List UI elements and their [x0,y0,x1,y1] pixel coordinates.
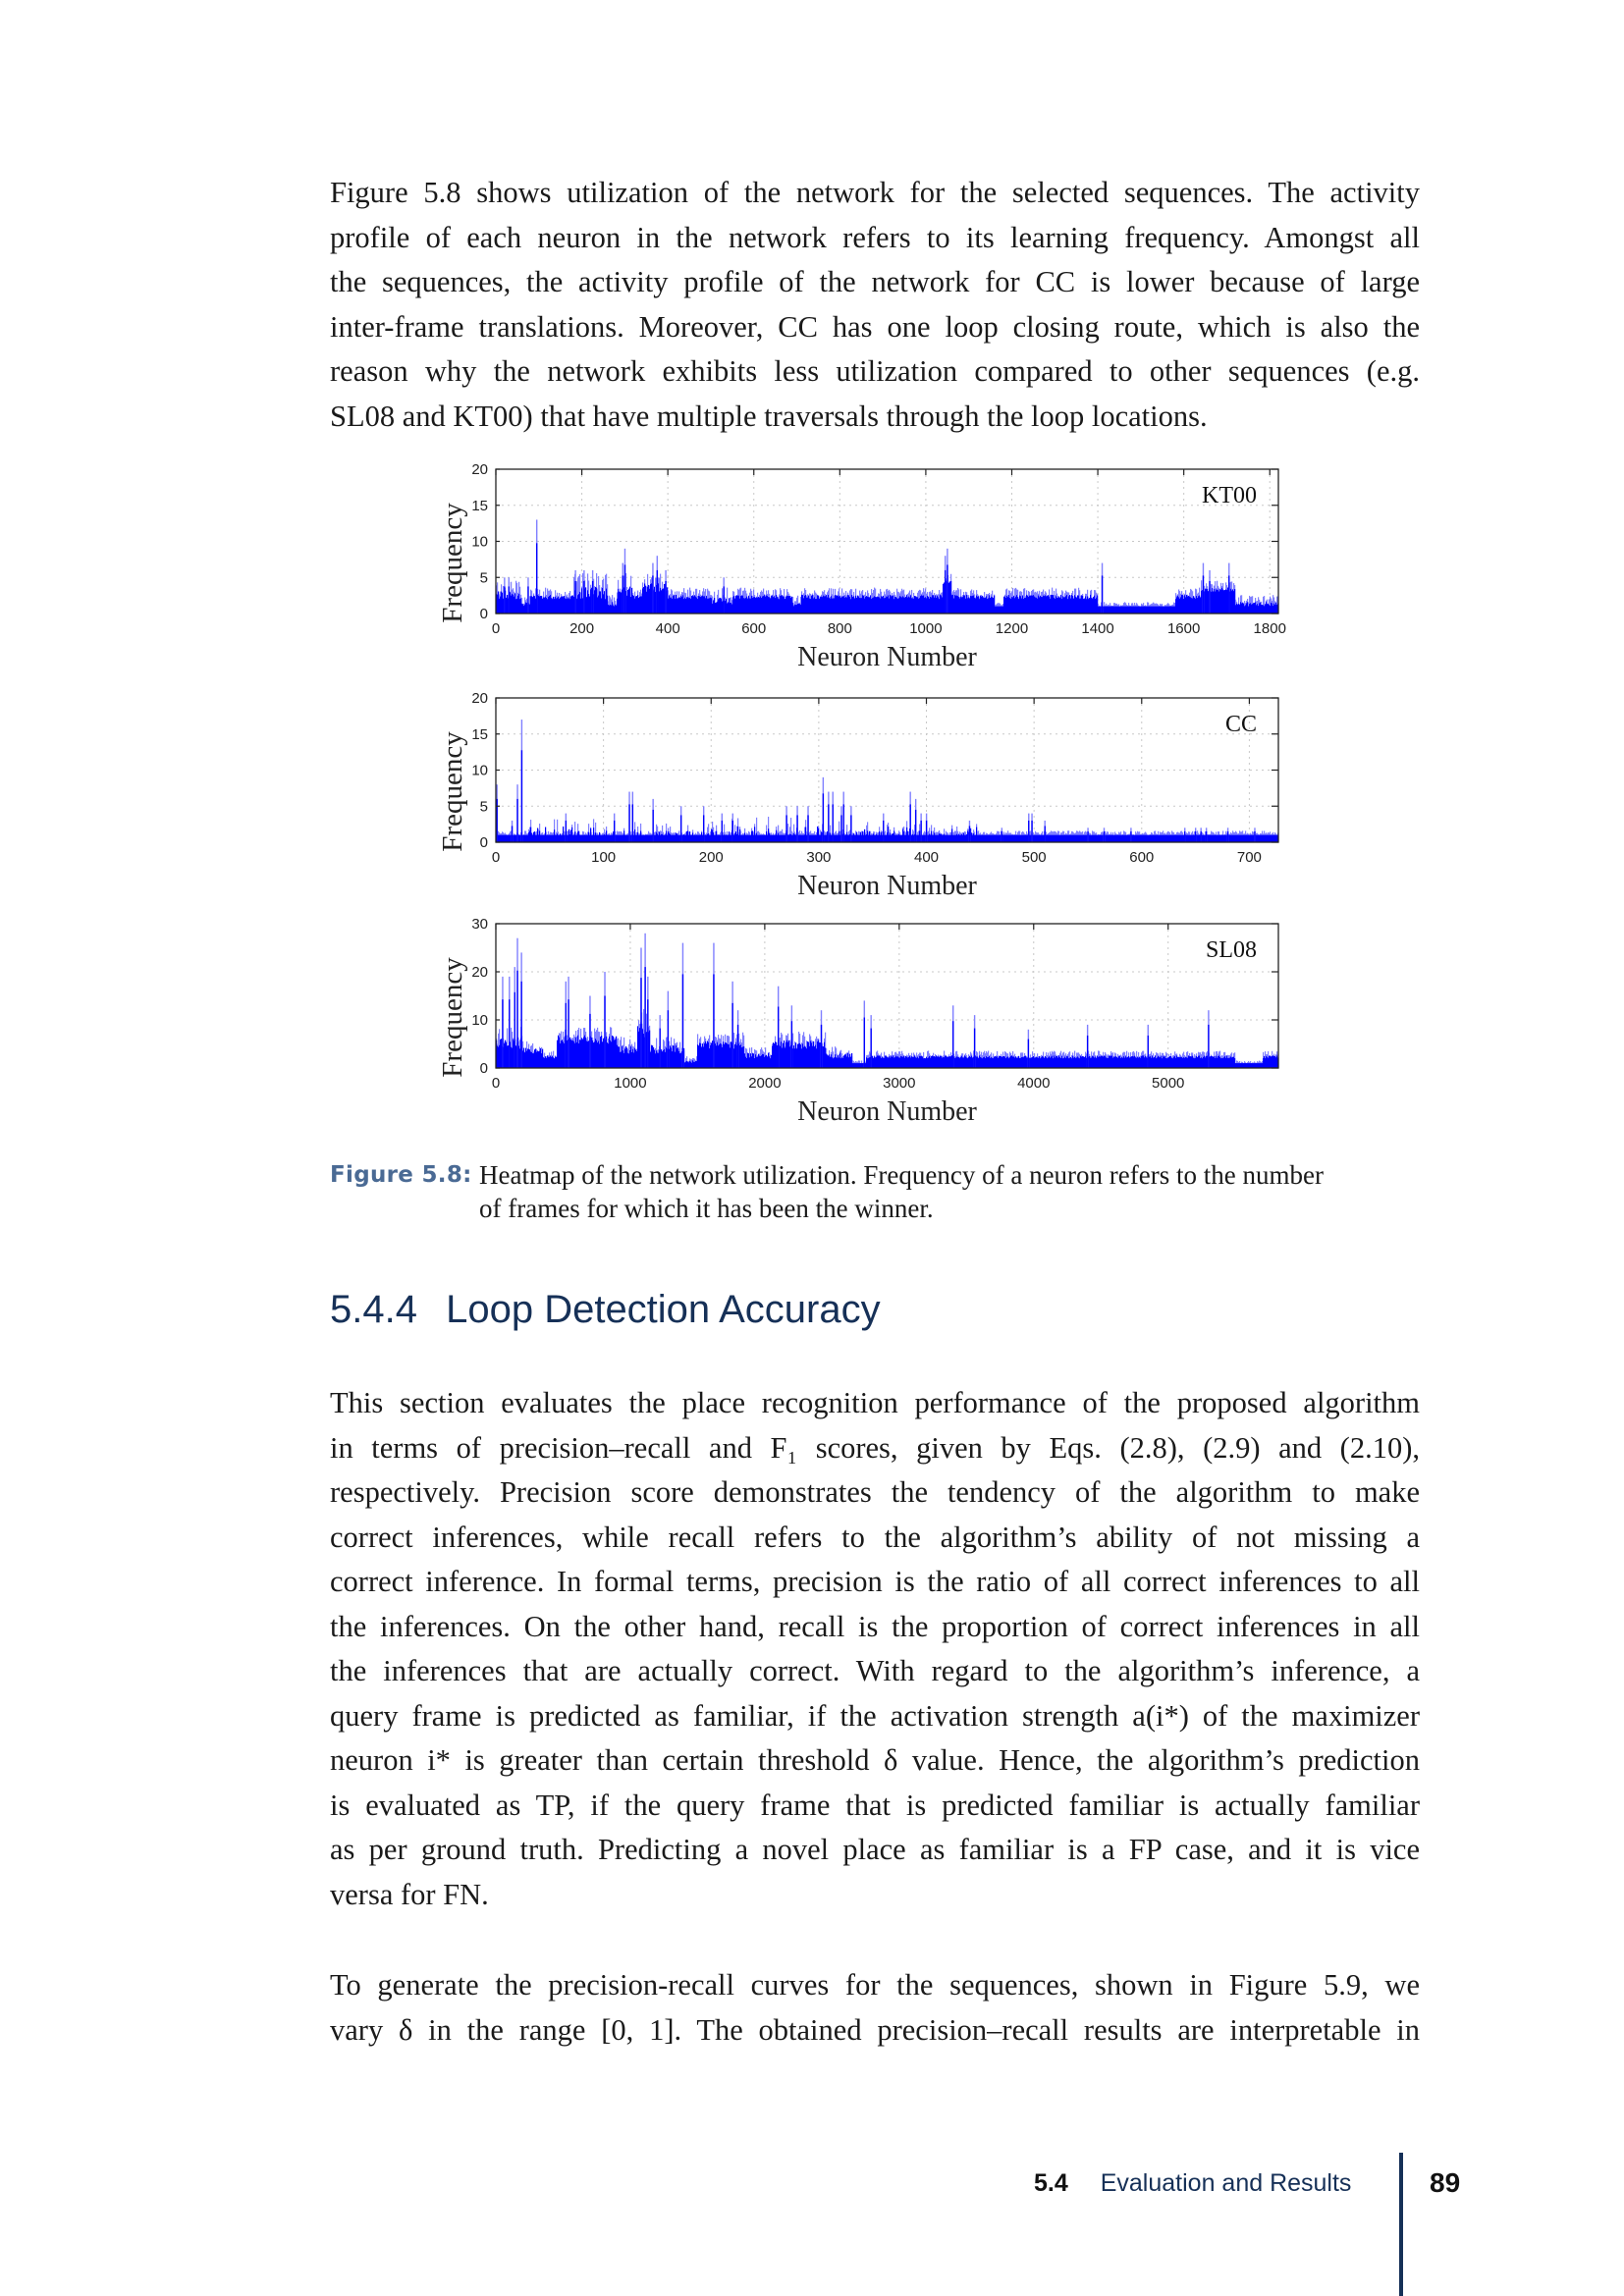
x-tick-label: 1200 [995,620,1029,637]
text-line: correct inference. In formal terms, precision is the ratio of all correct inferences to all [330,1565,1420,1598]
x-tick-label: 200 [698,849,724,866]
caption-text [479,1158,1422,1225]
y-tick-label: 15 [471,725,488,743]
text-line: in terms of precision–recall and F₁ scores, given by Eqs. (2.8), (2.9) and (2.10), [330,1430,1420,1465]
text-line: neuron i* is greater than certain threshold δ value. Hence, the algorithm’s prediction [330,1743,1420,1777]
text-line: the inferences. On the other hand, recall is the proportion of correct inferences in all [330,1609,1420,1643]
text-line: is evaluated as TP, if the query frame that is predicted familiar is actually familiar [330,1788,1420,1822]
accuracy-paragraph [330,1381,1420,1917]
text-line: vary δ in the range [0, 1]. The obtained precision–recall results are interpretable in [330,2012,1420,2047]
footer-divider [1399,2153,1403,2296]
text-line: profile of each neuron in the network refers to its learning frequency. Amongst all [330,220,1420,254]
text-line: SL08 and KT00) that have multiple traversals through the loop locations. [330,399,1208,433]
y-axis-label: Frequency [437,957,468,1078]
text-line: To generate the precision-recall curves for the sequences, shown in Figure 5.9, we [330,1968,1420,2002]
x-tick-label: 3000 [883,1075,916,1092]
series-label: CC [1224,712,1257,737]
x-tick-label: 0 [491,1075,501,1092]
text-line: respectively. Precision score demonstrates the tendency of the algorithm to make [330,1475,1420,1509]
x-tick-label: 700 [1236,849,1262,866]
footer-section-title: Evaluation and Results [1100,2169,1352,2197]
y-tick-label: 0 [479,606,488,622]
series-label: KT00 [1202,483,1257,508]
text-line: This section evaluates the place recognition performance of the proposed algorithm [330,1386,1420,1419]
text-line: reason why the network exhibits less utilization compared to other sequences (e.g. [330,354,1420,388]
y-tick-label: 10 [471,1012,488,1029]
caption-line: Heatmap of the network utilization. Frequency of a neuron refers to the number [479,1160,1324,1190]
series-label: SL08 [1205,937,1257,963]
x-tick-label: 800 [827,620,852,637]
y-axis-label: Frequency [437,731,468,852]
section-heading [330,1288,881,1332]
x-tick-label: 400 [913,849,940,866]
text-line: query frame is predicted as familiar, if the activation strength a(i*) of the maximizer [330,1698,1420,1733]
text-line: inter-frame translations. Moreover, CC has one loop closing route, which is also the [330,309,1420,344]
y-tick-label: 20 [471,461,488,478]
x-tick-label: 5000 [1152,1075,1185,1092]
x-tick-label: 300 [806,849,832,866]
x-tick-label: 600 [741,620,767,637]
text-line: Figure 5.8 shows utilization of the network for the selected sequences. The activity [330,176,1420,209]
x-tick-label: 200 [569,620,595,637]
y-tick-label: 20 [471,964,488,981]
x-tick-label: 1600 [1166,620,1201,637]
y-tick-label: 0 [479,1060,488,1077]
section-title: Loop Detection Accuracy [446,1288,881,1331]
text-line: as per ground truth. Predicting a novel place as familiar is a FP case, and it is vice [330,1833,1420,1866]
text-line: the inferences that are actually correct. With regard to the algorithm’s inference, a [330,1654,1420,1687]
y-tick-label: 10 [471,533,488,551]
running-footer [1034,2169,1351,2198]
x-tick-label: 1400 [1081,620,1114,637]
x-tick-label: 1000 [909,620,943,637]
x-tick-label: 600 [1129,849,1155,866]
y-axis-label: Frequency [437,503,468,623]
y-tick-label: 10 [471,762,488,779]
text-line: the sequences, the activity profile of the network for CC is lower because of large [330,265,1420,298]
x-tick-label: 1000 [614,1075,647,1092]
text-line: versa for FN. [330,1877,489,1911]
bar-series [496,519,1278,614]
x-tick-label: 0 [491,849,501,866]
x-tick-label: 4000 [1017,1075,1051,1092]
y-tick-label: 5 [479,569,488,587]
x-axis-label: Neuron Number [797,642,977,672]
footer-section-number: 5.4 [1034,2169,1068,2197]
x-tick-label: 100 [591,849,617,866]
section-number: 5.4.4 [330,1288,417,1331]
text-line: correct inferences, while recall refers to the algorithm’s ability of not missing a [330,1520,1420,1554]
figure-label: Figure 5.8: [330,1162,472,1188]
caption-line: of frames for which it has been the winner. [479,1194,934,1223]
y-tick-label: 15 [471,497,488,514]
chart-kt00 [432,454,1296,681]
y-tick-label: 20 [471,690,488,707]
bar-series [496,934,1278,1068]
x-axis-label: Neuron Number [797,871,977,901]
x-tick-label: 1800 [1253,620,1286,637]
intro-paragraph [330,171,1420,439]
y-tick-label: 5 [479,798,488,816]
x-tick-label: 400 [655,620,680,637]
chart-sl08 [432,908,1296,1136]
x-tick-label: 2000 [748,1075,782,1092]
x-tick-label: 500 [1021,849,1047,866]
x-tick-label: 0 [491,620,501,637]
page-number: 89 [1430,2167,1461,2198]
x-axis-label: Neuron Number [797,1096,977,1127]
chart-cc [432,682,1296,910]
pr-curves-paragraph [330,1963,1420,2053]
y-tick-label: 0 [479,834,488,851]
bar-series [496,720,1278,842]
y-tick-label: 30 [471,916,488,933]
